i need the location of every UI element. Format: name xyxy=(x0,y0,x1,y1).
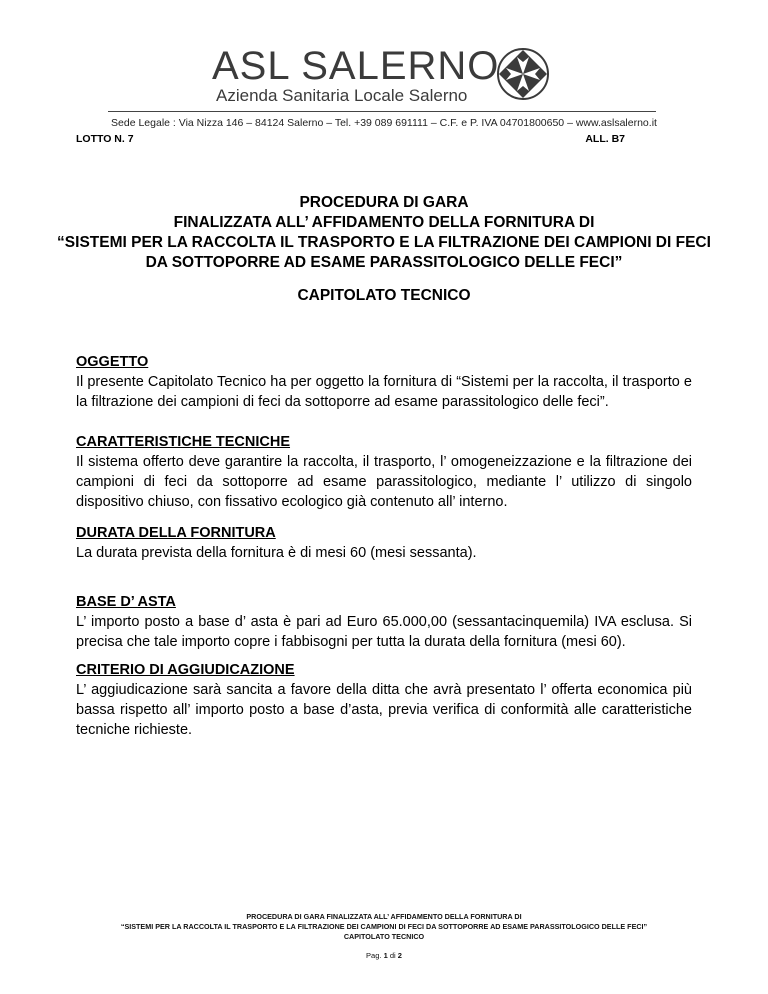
section-text: La durata prevista della fornitura è di mesi 60 (mesi sessanta). xyxy=(76,545,477,561)
page-separator: di xyxy=(389,951,396,960)
logo-subtitle: Azienda Sanitaria Locale Salerno xyxy=(216,86,468,105)
document-subtitle: CAPITOLATO TECNICO xyxy=(297,287,471,304)
section-text: L’ importo posto a base d’ asta è pari ad Euro 65.000,00 (sessantacinquemila) IVA esclusa. Si precisa che tale importo copre i fabbisogni per tutta la durata della fornitura (mesi 60). xyxy=(76,614,692,650)
section-text: Il presente Capitolato Tecnico ha per oggetto la fornitura di “Sistemi per la raccolta, il trasporto e la filtrazione dei campioni di feci da sottoporre ad esame parassitologico delle feci”. xyxy=(76,374,692,410)
page-current: 1 xyxy=(383,951,388,960)
title-line-3: “SISTEMI PER LA RACCOLTA IL TRASPORTO E LA FILTRAZIONE DEI CAMPIONI DI FECI xyxy=(57,234,711,251)
lotto-label: LOTTO N. 7 xyxy=(76,133,134,145)
page-footer xyxy=(0,912,768,942)
title-line-1: PROCEDURA DI GARA xyxy=(299,194,469,211)
page-prefix: Pag. xyxy=(366,951,382,960)
header-divider xyxy=(108,111,656,112)
page-number xyxy=(0,951,768,961)
section-heading: CRITERIO DI AGGIUDICAZIONE xyxy=(76,662,295,678)
section-heading: DURATA DELLA FORNITURA xyxy=(76,525,276,541)
title-line-4: DA SOTTOPORRE AD ESAME PARASSITOLOGICO DELLE FECI” xyxy=(145,254,623,271)
footer-line-1: PROCEDURA DI GARA FINALIZZATA ALL’ AFFIDAMENTO DELLA FORNITURA DI xyxy=(246,912,522,921)
section-caratteristiche xyxy=(76,432,692,512)
logo-title: ASL SALERNO xyxy=(212,44,500,88)
section-text: Il sistema offerto deve garantire la raccolta, il trasporto, l’ omogeneizzazione e la filtrazione dei campioni di feci da sottoporre ad esame parassitologico, mediante l’ utilizzo di singolo dispositivo chiuso, con fissativo ecologico già contenuto all’ interno. xyxy=(76,454,692,510)
footer-line-2: “SISTEMI PER LA RACCOLTA IL TRASPORTO E LA FILTRAZIONE DEI CAMPIONI DI FECI DA SOTTOPORRE AD ESAME PARASSITOLOGICO DELLE FECI” xyxy=(120,922,648,931)
section-durata xyxy=(76,523,692,563)
section-text: L’ aggiudicazione sarà sancita a favore della ditta che avrà presentato l’ offerta economica più bassa rispetto all’ importo posto a base d’asta, previa verifica di conformità alle caratteristiche tecniche richieste. xyxy=(76,682,692,738)
section-oggetto xyxy=(76,352,692,412)
section-base-asta xyxy=(76,592,692,652)
legal-address: Sede Legale : Via Nizza 146 – 84124 Salerno – Tel. +39 089 691111 – C.F. e P. IVA 04701800650 – www.aslsalerno.it xyxy=(111,117,657,129)
section-heading: OGGETTO xyxy=(76,354,149,370)
document-title xyxy=(40,193,728,273)
section-criterio xyxy=(76,660,692,740)
title-line-2: FINALIZZATA ALL’ AFFIDAMENTO DELLA FORNITURA DI xyxy=(173,214,595,231)
asl-logo xyxy=(212,44,552,108)
section-heading: CARATTERISTICHE TECNICHE xyxy=(76,434,291,450)
footer-line-3: CAPITOLATO TECNICO xyxy=(343,932,425,941)
maltese-cross-emblem-icon xyxy=(496,47,550,101)
section-heading: BASE D’ ASTA xyxy=(76,594,176,610)
page-total: 2 xyxy=(397,951,402,960)
allegato-label: ALL. B7 xyxy=(585,133,625,145)
